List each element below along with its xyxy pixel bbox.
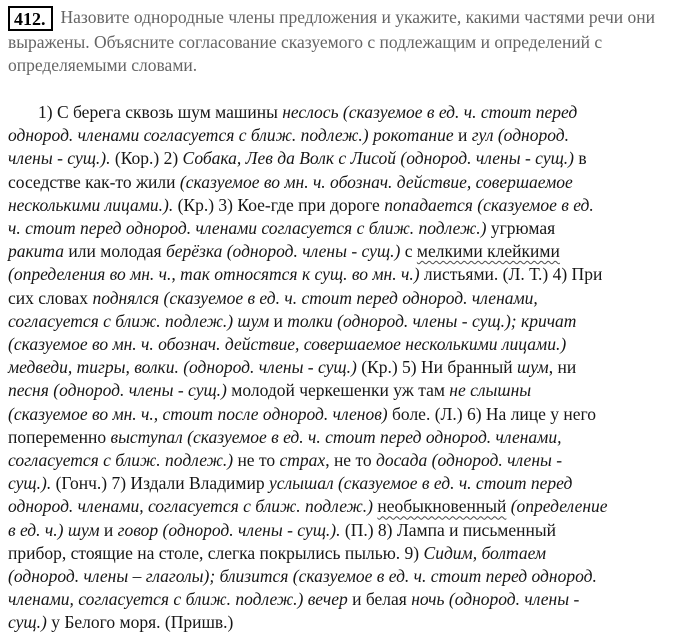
text-line [8,310,696,333]
grammar-note-run: согласуется с ближ. подлеж.) [8,450,234,471]
text-run: (П.) 8) Лампа и письменный [340,519,557,540]
text-line [8,124,696,147]
grammar-note-run: Собака, Лев да Волк с Лисой (однород. члены - сущ.) [182,148,574,169]
grammar-note-run: Сидим, болтаем [423,542,547,563]
text-line [8,147,696,170]
grammar-note-run: толки (однород. члены - сущ.); кричат [287,310,577,331]
text-run: (Кор.) 2) [110,148,183,169]
text-line [8,449,696,472]
text-line [8,217,696,240]
grammar-note-run: не слышны [449,380,532,401]
grammar-note-run: услышал (сказуемое в ед. ч. стоит перед [268,473,573,494]
grammar-note-run: (сказуемое во мн. ч. обознач. действие, совершаемое несколькими лицами.) [8,334,567,355]
text-line [8,101,696,124]
text-run: боле. (Л.) 6) На лице у него [387,403,597,424]
text-run: угрюмая [486,218,556,239]
text-run: молодой черкешенки уж там [226,380,450,401]
text-line [8,403,696,426]
text-line [8,263,696,286]
grammar-note-run: выступал (сказуемое в ед. ч. стоит перед однород. членами, [110,426,562,447]
text-line [8,379,696,402]
text-run: , не то [325,450,376,471]
grammar-note-run: сущ.). [8,473,52,494]
grammar-note-run: говор (однород. члены - сущ.). [117,519,341,540]
grammar-note-run: шум [517,357,549,378]
text-run: (Гонч.) 7) Издали Владимир [51,473,269,494]
exercise-number-box: 412. [8,6,53,31]
grammar-note-run: (сказуемое во мн. ч., стоит после однород. членов) [8,403,388,424]
grammar-note-run: (сказуемое во мн. ч. обознач. действие, совершаемое [179,171,573,192]
text-run: , ни [548,357,577,378]
text-run: с [400,241,417,262]
text-line [8,588,696,611]
text-run: (Кр.) 5) Ни бранный [356,357,518,378]
text-run: соседстве как-то жили [8,171,180,192]
text-run: 1) С берега сквозь шум машины [38,102,283,122]
text-line [8,495,696,518]
grammar-note-run: однород. членами согласуется с ближ. подлеж.) рокотание [8,125,454,146]
text-run: и [99,519,118,540]
grammar-note-run: гул (однород. [471,125,569,146]
grammar-note-run: (однород. члены – глаголы); близится (сказуемое в ед. ч. стоит перед однород. [8,566,597,587]
text-run: попеременно [8,426,111,447]
text-run: и белая [347,589,412,610]
grammar-note-run: ночь (однород. члены - [411,589,580,610]
instruction-text: Назовите однородные члены предложения и укажите, какими частями речи они [60,7,656,27]
text-line [8,333,696,356]
instruction-line: определяемыми словами. [8,55,198,75]
instruction-line [8,6,696,31]
text-line [8,426,696,449]
grammar-note-run: (определение [510,496,608,517]
text-line [8,194,696,217]
grammar-note-run: досада (однород. члены - [376,450,563,471]
grammar-note-run: ч. стоит перед однород. членами согласуется с ближ. подлеж.) [8,218,487,239]
grammar-note-run: (определения во мн. ч., так относятся к сущ. во мн. ч.) [8,264,420,285]
grammar-note-run: несколькими лицами.). [8,194,174,215]
grammar-note-run: члены - сущ.). [8,148,111,169]
grammar-note-run: в ед. ч.) шум [8,519,100,540]
grammar-note-run: попадается (сказуемое в ед. [384,194,594,215]
text-run: и [269,310,288,331]
text-run: и [453,125,472,146]
text-run: не то [233,450,280,471]
text-run: листьями. (Л. Т.) 4) При [419,264,603,285]
text-run: у Белого моря. (Пришв.) [46,612,234,633]
text-line [8,519,696,542]
grammar-note-run: ракита [8,241,65,262]
grammar-note-run: неслось (сказуемое в ед. ч. стоит перед [282,102,578,122]
text-run: в [574,148,587,169]
grammar-note-run: однород. членами, согласуется с ближ. подлеж.) [8,496,374,517]
text-line [8,472,696,495]
text-run: (Кр.) 3) Кое-где при дороге [173,194,385,215]
text-run: прибор, стоящие на столе, слегка покрылись пылью. 9) [8,542,424,563]
underlined-word: необыкновенный [377,496,507,517]
text-line [8,171,696,194]
grammar-note-run: членами, согласуется с ближ. подлеж.) вечер [8,589,348,610]
text-run: или молодая [64,241,166,262]
text-line [8,356,696,379]
underlined-word: мелкими клейкими [416,241,560,262]
text-line [8,565,696,588]
exercise-body [8,101,696,635]
text-line [8,240,696,263]
grammar-note-run: медведи, тигры, волки. (однород. члены - сущ.) [8,357,357,378]
instruction-line: выражены. Объясните согласование сказуемого с подлежащим и определений с [8,32,603,52]
exercise-header [8,6,696,77]
grammar-note-run: страх [279,450,326,471]
grammar-note-run: сущ.) [8,612,47,633]
grammar-note-run: берёзка (однород. члены - сущ.) [165,241,401,262]
text-run: сих словах [8,287,93,308]
text-line [8,611,696,634]
grammar-note-run: поднялся (сказуемое в ед. ч. стоит перед однород. членами, [92,287,538,308]
text-line [8,287,696,310]
grammar-note-run: согласуется с ближ. подлеж.) шум [8,310,270,331]
text-line [8,542,696,565]
grammar-note-run: песня (однород. члены - сущ.) [8,380,227,401]
